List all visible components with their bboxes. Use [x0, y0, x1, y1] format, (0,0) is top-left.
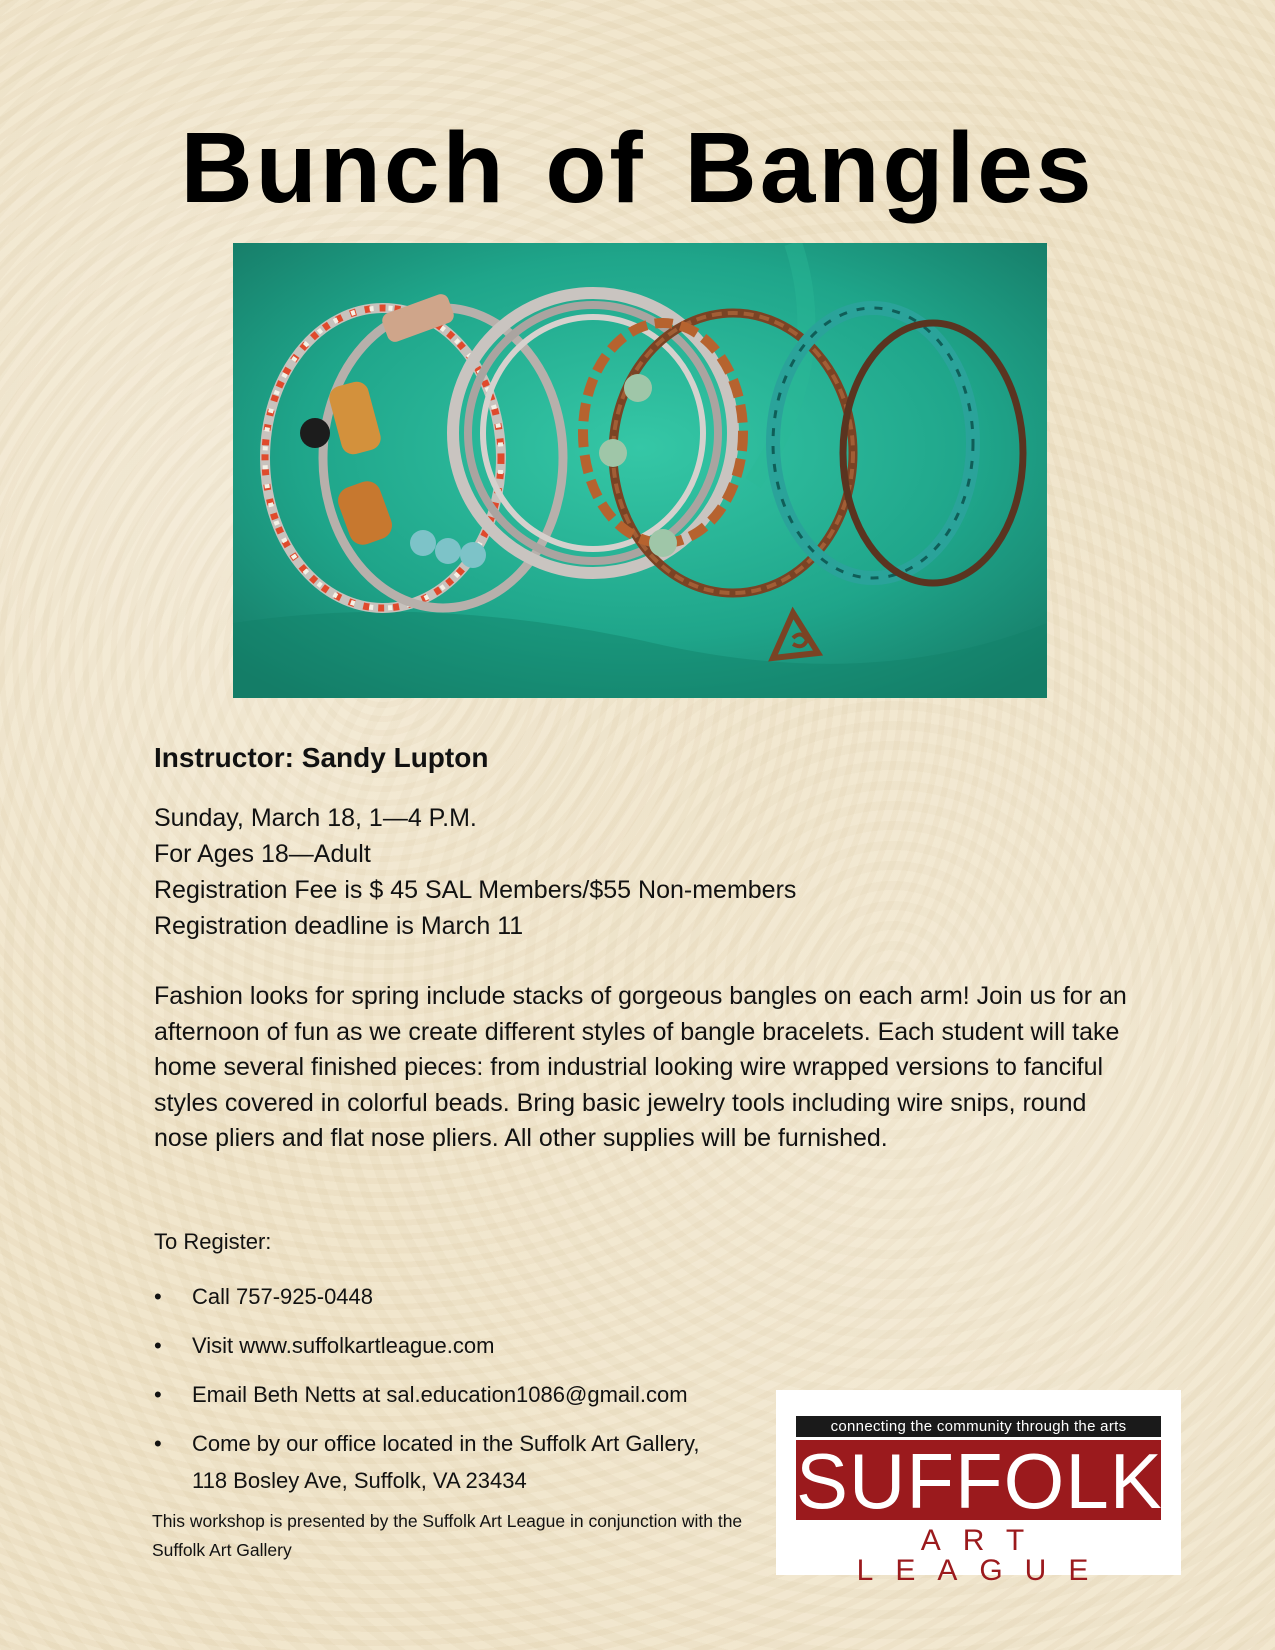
register-website-link[interactable]: Visit www.suffolkartleague.com: [192, 1333, 495, 1358]
bullet-icon: •: [154, 1333, 162, 1358]
flyer-title: Bunch of Bangles: [180, 112, 1095, 224]
register-office-address: 118 Bosley Ave, Suffolk, VA 23434: [192, 1468, 527, 1493]
workshop-description: Fashion looks for spring include stacks of gorgeous bangles on each arm! Join us for an afternoon of fun as we create different styles of bangle bracelets. Each student will take home several finished pieces: from industrial looking wire wrapped versions to fanciful styles covered in colorful beads. Bring basic jewelry tools including wire snips, round nose pliers and flat nose pliers. All other supplies will be furnished.: [154, 982, 1127, 1152]
logo-name: SUFFOLK: [796, 1437, 1163, 1525]
register-options: [154, 1278, 699, 1511]
footer-note: This workshop is presented by the Suffolk Art League in conjunction with the Suffolk Art Gallery: [152, 1511, 743, 1560]
register-email-link[interactable]: Email Beth Netts at sal.education1086@gmail.com: [192, 1382, 688, 1407]
register-office: Come by our office located in the Suffolk Art Gallery,: [192, 1431, 700, 1456]
event-date: Sunday, March 18, 1—4 P.M.: [154, 804, 477, 832]
event-fee: Registration Fee is $ 45 SAL Members/$55 Non-members: [154, 876, 797, 904]
suffolk-art-league-logo: [776, 1390, 1181, 1587]
list-item: [154, 1327, 699, 1364]
bullet-icon: •: [154, 1382, 162, 1407]
bangles-photo: [233, 243, 1047, 698]
logo-subtitle: ART LEAGUE: [856, 1524, 1111, 1587]
register-heading: To Register:: [154, 1229, 272, 1254]
bullet-icon: •: [154, 1431, 162, 1456]
bullet-icon: •: [154, 1284, 162, 1309]
list-item: [154, 1278, 699, 1315]
bangle-bracelets-photo-icon: [233, 243, 1047, 698]
event-deadline: Registration deadline is March 11: [154, 912, 524, 940]
list-item: [154, 1376, 699, 1413]
event-ages: For Ages 18—Adult: [154, 840, 371, 868]
event-details: [154, 800, 796, 944]
register-call: Call 757-925-0448: [192, 1284, 374, 1309]
instructor-line: Instructor: Sandy Lupton: [154, 742, 489, 773]
logo-tagline: connecting the community through the arts: [796, 1416, 1161, 1437]
list-item: [154, 1425, 699, 1499]
